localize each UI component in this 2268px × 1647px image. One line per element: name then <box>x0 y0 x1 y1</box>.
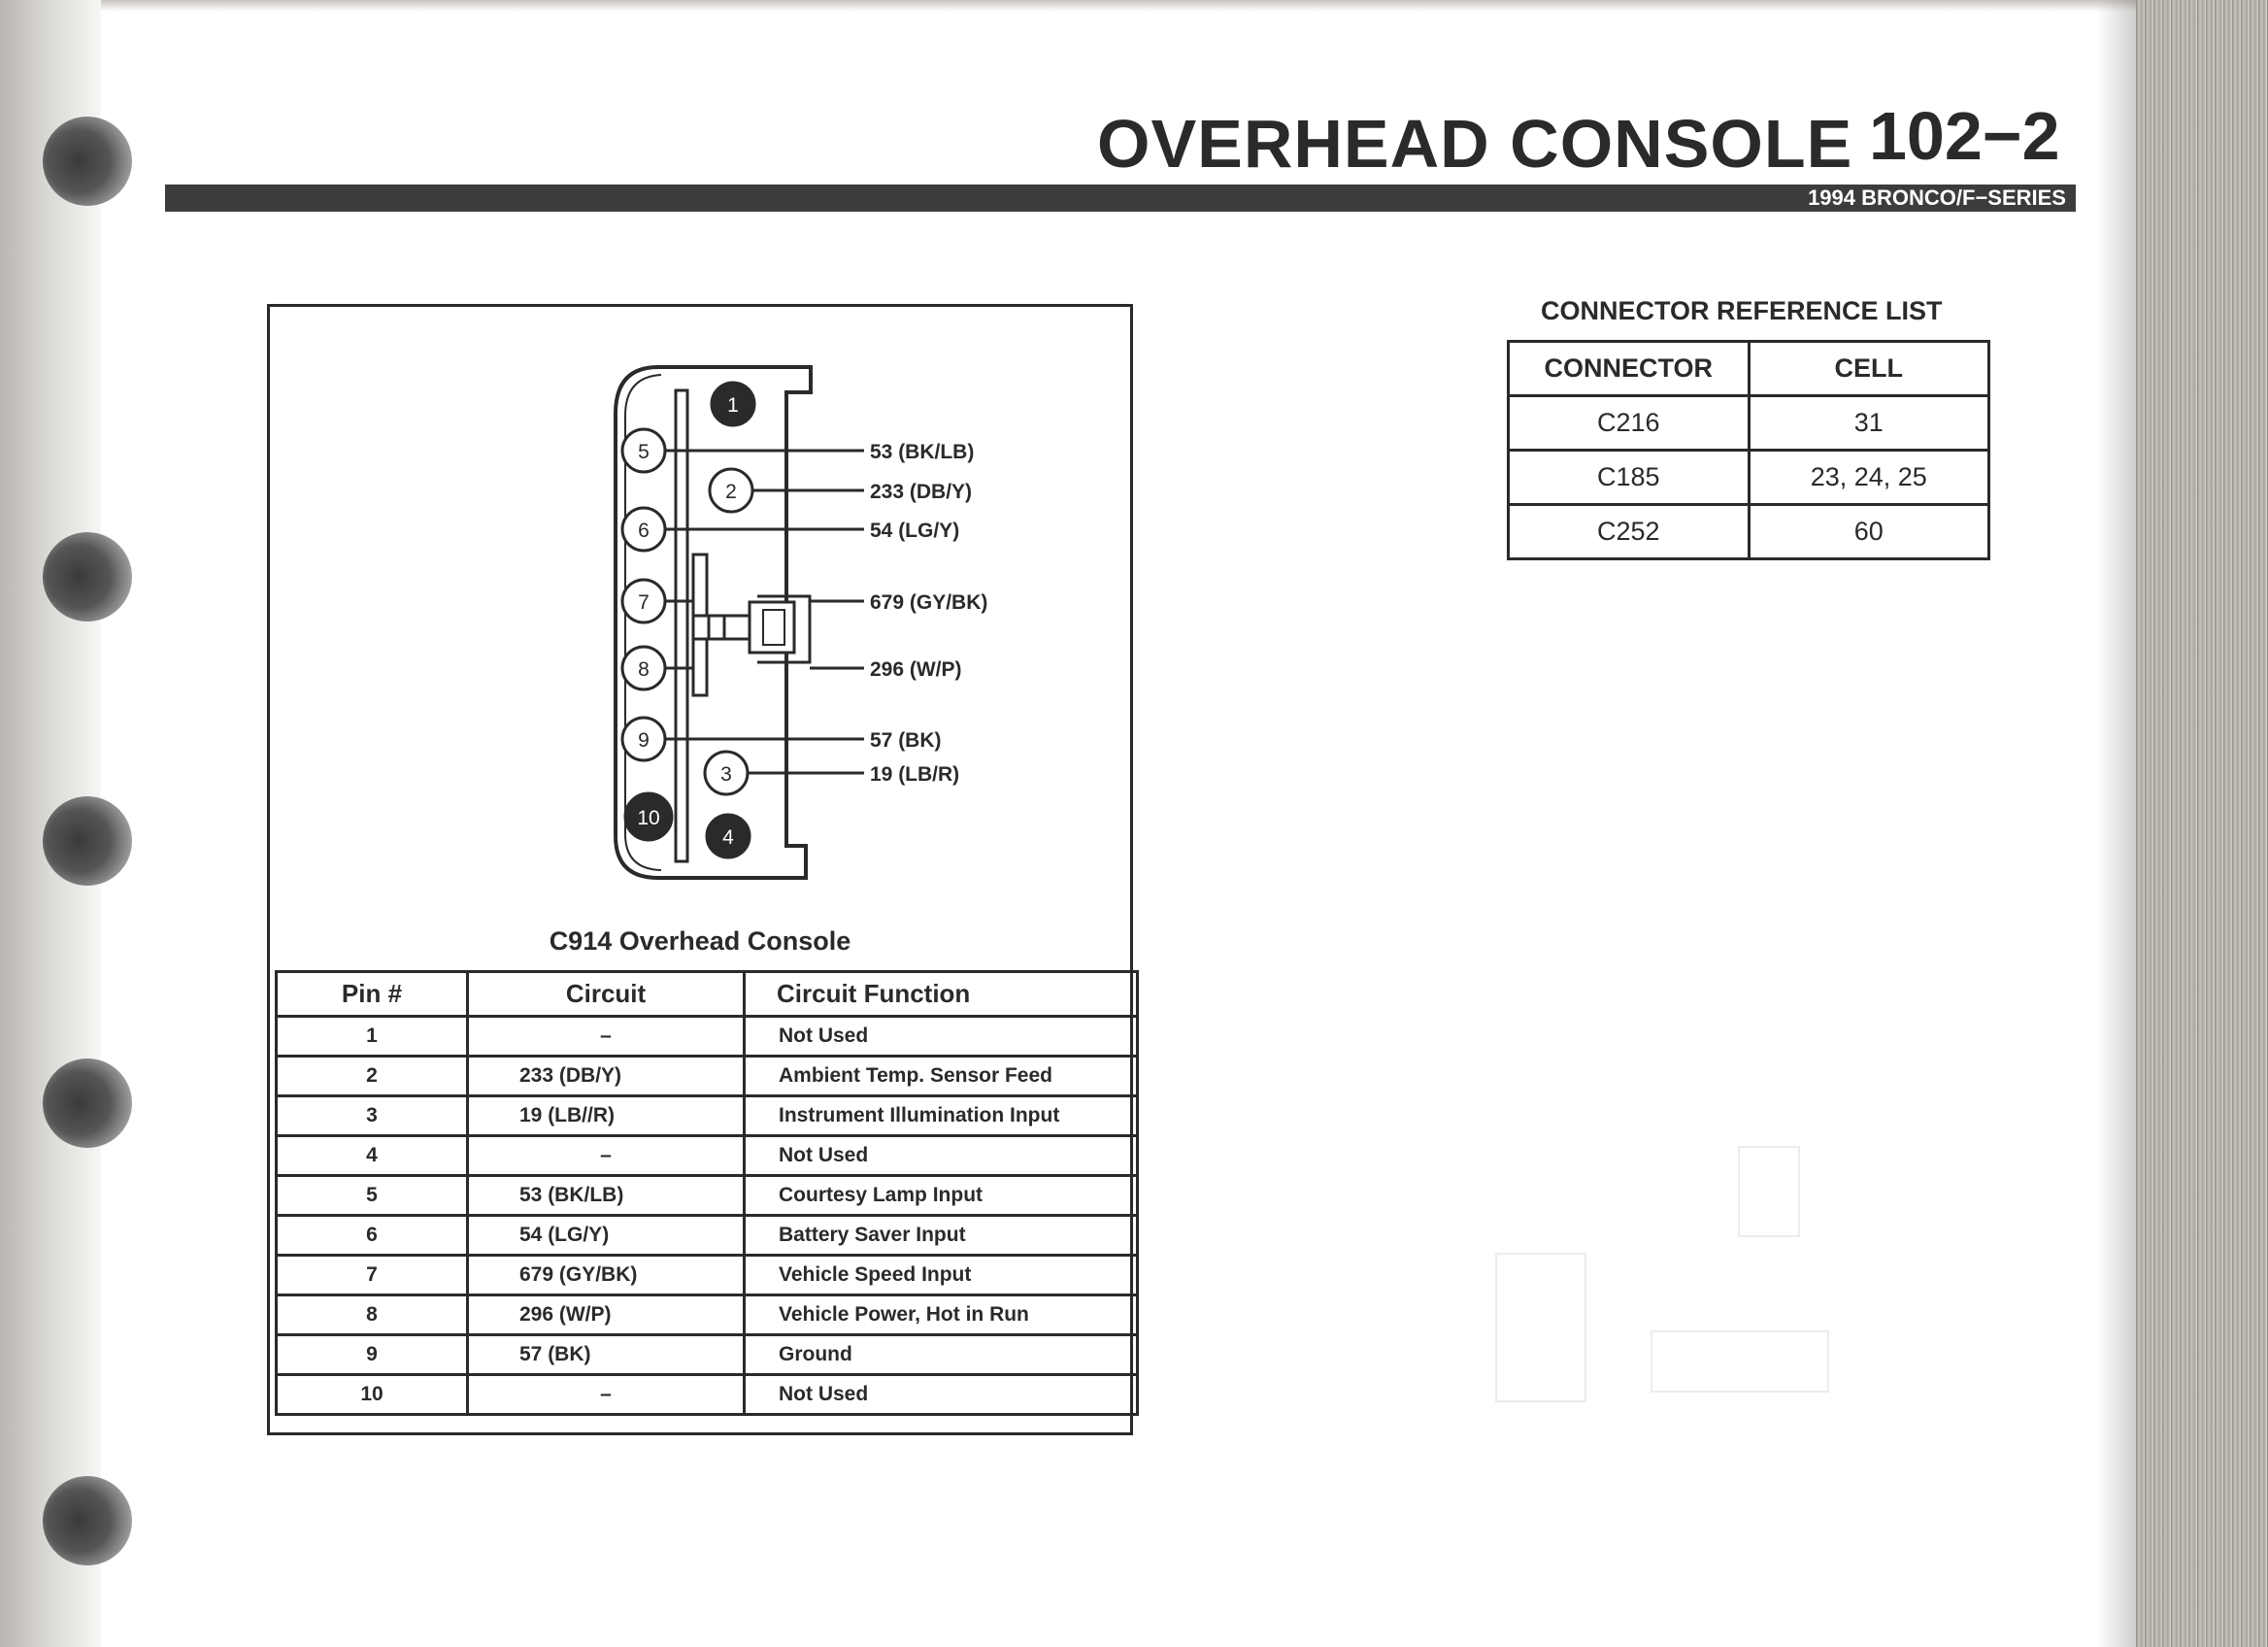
connector-cell: C185 <box>1509 451 1750 505</box>
page-number: 102−2 <box>1869 98 2060 174</box>
function-cell: Battery Saver Input <box>745 1216 1138 1256</box>
connector-panel <box>267 304 1133 1435</box>
connector-divider <box>676 390 687 861</box>
pin-label: 5 <box>638 441 650 463</box>
pin-9 <box>622 718 665 760</box>
connector-cell: C252 <box>1509 505 1750 559</box>
table-row <box>277 1136 1138 1176</box>
callout-label: 296 (W/P) <box>870 658 962 681</box>
callout-label: 57 (BK) <box>870 729 942 752</box>
circuit-cell: 54 (LG/Y) <box>468 1216 745 1256</box>
column-header-pin: Pin # <box>277 972 468 1017</box>
circuit-cell: 57 (BK) <box>468 1335 745 1375</box>
pin-cell: 5 <box>277 1176 468 1216</box>
book-page-edges <box>2136 0 2268 1647</box>
page-top-shadow <box>0 0 2268 12</box>
circuit-cell: 679 (GY/BK) <box>468 1256 745 1295</box>
function-cell: Vehicle Power, Hot in Run <box>745 1295 1138 1335</box>
connector-face-diagram <box>270 307 1130 928</box>
reference-list-table <box>1507 340 1990 560</box>
pin-5 <box>622 429 665 472</box>
pin-label: 4 <box>722 826 734 849</box>
pin-cell: 7 <box>277 1256 468 1295</box>
pin-10 <box>625 793 672 840</box>
circuit-cell: – <box>468 1375 745 1415</box>
pin-label: 7 <box>638 591 650 614</box>
circuit-cell: 19 (LB//R) <box>468 1096 745 1136</box>
function-cell: Not Used <box>745 1017 1138 1057</box>
pin-cell: 6 <box>277 1216 468 1256</box>
header-bar <box>165 185 2076 212</box>
pin-8 <box>622 647 665 689</box>
pin-label: 9 <box>638 729 650 752</box>
pin-cell: 9 <box>277 1335 468 1375</box>
pin-label: 1 <box>727 394 739 417</box>
pin-label: 10 <box>637 807 660 829</box>
circuit-cell: 233 (DB/Y) <box>468 1057 745 1096</box>
pin-cell: 3 <box>277 1096 468 1136</box>
pin-cell: 4 <box>277 1136 468 1176</box>
function-cell: Not Used <box>745 1375 1138 1415</box>
binder-hole-icon <box>43 796 132 886</box>
page-title: OVERHEAD CONSOLE <box>1097 106 1853 182</box>
table-row <box>277 1256 1138 1295</box>
function-cell: Instrument Illumination Input <box>745 1096 1138 1136</box>
table-row <box>277 1375 1138 1415</box>
table-row <box>277 1176 1138 1216</box>
binder-hole-icon <box>43 1476 132 1565</box>
pin-1 <box>712 383 754 425</box>
pin-table <box>275 970 1139 1416</box>
reference-header-row <box>1509 342 1989 396</box>
pin-3 <box>705 752 748 794</box>
pin-cell: 8 <box>277 1295 468 1335</box>
function-cell: Not Used <box>745 1136 1138 1176</box>
header-subtitle: 1994 BRONCO/F−SERIES <box>1808 185 2066 210</box>
pin-7 <box>622 580 665 622</box>
circuit-cell: 296 (W/P) <box>468 1295 745 1335</box>
table-row <box>1509 505 1989 559</box>
table-row <box>277 1057 1138 1096</box>
callout-label: 19 (LB/R) <box>870 763 960 786</box>
connector-latch <box>693 616 750 639</box>
page-edge-shadow <box>2097 0 2136 1647</box>
pin-4 <box>707 815 750 857</box>
column-header-cell: CELL <box>1749 342 1989 396</box>
pin-cell: 1 <box>277 1017 468 1057</box>
binder-hole-icon <box>43 532 132 622</box>
connector-caption: C914 Overhead Console <box>549 926 851 956</box>
pin-2 <box>710 469 752 512</box>
column-header-circuit: Circuit <box>468 972 745 1017</box>
cell-number-cell: 60 <box>1749 505 1989 559</box>
circuit-cell: – <box>468 1017 745 1057</box>
table-row <box>277 1335 1138 1375</box>
pin-cell: 10 <box>277 1375 468 1415</box>
binder-hole-icon <box>43 117 132 206</box>
callout-label: 53 (BK/LB) <box>870 441 975 463</box>
column-header-function: Circuit Function <box>745 972 1138 1017</box>
pin-label: 8 <box>638 658 650 681</box>
pin-label: 2 <box>725 481 737 503</box>
circuit-cell: 53 (BK/LB) <box>468 1176 745 1216</box>
table-row <box>1509 451 1989 505</box>
table-row <box>277 1295 1138 1335</box>
reference-list-title: CONNECTOR REFERENCE LIST <box>1541 296 1943 325</box>
table-row <box>277 1096 1138 1136</box>
callout-label: 233 (DB/Y) <box>870 481 973 503</box>
pin-6 <box>622 508 665 551</box>
bleed-through-mark <box>1495 1253 1586 1402</box>
function-cell: Vehicle Speed Input <box>745 1256 1138 1295</box>
column-header-connector: CONNECTOR <box>1509 342 1750 396</box>
function-cell: Courtesy Lamp Input <box>745 1176 1138 1216</box>
function-cell: Ground <box>745 1335 1138 1375</box>
connector-cell: C216 <box>1509 396 1750 451</box>
circuit-cell: – <box>468 1136 745 1176</box>
pin-label: 3 <box>720 763 732 786</box>
bleed-through-mark <box>1651 1330 1829 1393</box>
pin-table-header-row <box>277 972 1138 1017</box>
binder-hole-icon <box>43 1059 132 1148</box>
callout-label: 54 (LG/Y) <box>870 520 960 542</box>
table-row <box>1509 396 1989 451</box>
cell-number-cell: 23, 24, 25 <box>1749 451 1989 505</box>
bleed-through-mark <box>1738 1146 1800 1237</box>
callout-label: 679 (GY/BK) <box>870 591 988 614</box>
table-row <box>277 1017 1138 1057</box>
cell-number-cell: 31 <box>1749 396 1989 451</box>
table-row <box>277 1216 1138 1256</box>
pin-label: 6 <box>638 520 650 542</box>
function-cell: Ambient Temp. Sensor Feed <box>745 1057 1138 1096</box>
pin-cell: 2 <box>277 1057 468 1096</box>
